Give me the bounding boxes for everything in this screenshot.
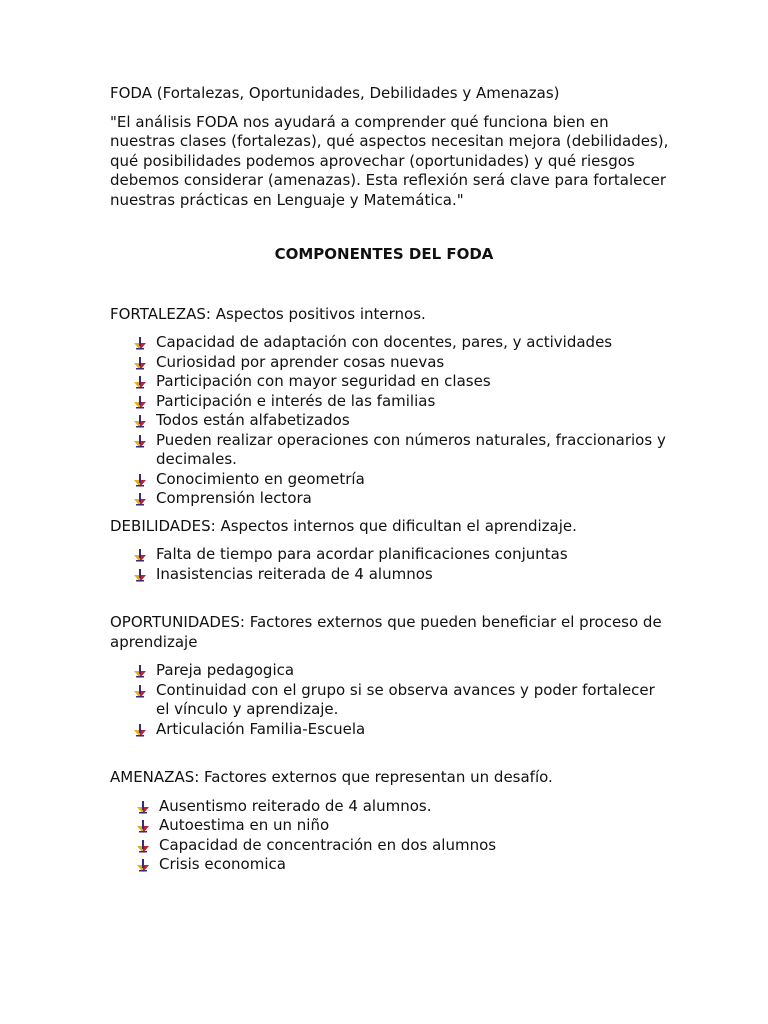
fortalezas-list [110,333,670,509]
list-item [156,720,670,740]
down-arrow-bullet-icon [133,474,147,487]
intro-quote: "El análisis FODA nos ayudará a comprender qué funciona bien en nuestras clases (fortalezas), qué aspectos necesitan mejora (debilidades), qué posibilidades podemos aprovechar (oportunidades) y qué riesgos debemos considerar (amenazas). Esta reflexión será clave para fortalecer nuestras prácticas en Lenguaje y Matemática." [110,112,669,209]
list-item-text: Inasistencias reiterada de 4 alumnos [156,564,433,583]
list-item [156,661,670,681]
debilidades-list [110,545,670,584]
oportunidades-list [110,661,670,739]
list-item [159,797,670,817]
list-item-text: Pareja pedagogica [156,661,295,679]
list-item-text: Participación e interés de las familias [156,391,436,410]
list-item [156,353,670,373]
down-arrow-bullet-icon [133,415,147,428]
down-arrow-bullet-icon [133,376,147,389]
list-item-text: Crisis economica [159,855,286,873]
list-item-text: Pueden realizar operaciones con números naturales, fraccionarios y decimales. [156,430,666,468]
list-item-text: Comprensión lectora [156,489,312,507]
list-item-text: Autoestima en un niño [159,816,330,834]
list-item-text: Curiosidad por aprender cosas nuevas [156,352,445,371]
amenazas-label: AMENAZAS: Factores externos que representan un desafío. [110,768,553,786]
down-arrow-bullet-icon [133,685,147,698]
list-item [159,855,670,875]
down-arrow-bullet-icon [133,493,147,506]
list-item [156,411,670,431]
down-arrow-bullet-icon [133,396,147,409]
down-arrow-bullet-icon [133,357,147,370]
list-item-text: Ausentismo reiterado de 4 alumnos. [159,796,432,815]
list-item-text: Participación con mayor seguridad en clases [156,372,491,390]
list-item [156,489,670,509]
document-page [110,84,670,875]
list-item [156,431,670,470]
list-item-text: Todos están alfabetizados [156,411,350,429]
list-item [156,333,670,353]
list-item [156,392,670,412]
debilidades-label: DEBILIDADES: Aspectos internos que dificultan el aprendizaje. [110,516,577,535]
down-arrow-bullet-icon [136,859,150,872]
list-item [159,836,670,856]
down-arrow-bullet-icon [133,569,147,582]
list-item [156,681,670,720]
down-arrow-bullet-icon [136,820,150,833]
down-arrow-bullet-icon [133,549,147,562]
components-title: COMPONENTES DEL FODA [274,245,494,263]
down-arrow-bullet-icon [136,801,150,814]
amenazas-list [110,797,670,875]
down-arrow-bullet-icon [133,724,147,737]
list-item-text: Conocimiento en geometría [156,469,365,488]
down-arrow-bullet-icon [133,435,147,448]
oportunidades-label: OPORTUNIDADES: Factores externos que pueden beneficiar el proceso de aprendizaje [110,613,662,651]
down-arrow-bullet-icon [136,840,150,853]
document-heading: FODA (Fortalezas, Oportunidades, Debilidades y Amenazas) [110,84,560,102]
list-item-text: Continuidad con el grupo si se observa avances y poder fortalecer el vínculo y aprendizaje. [156,680,655,718]
list-item [159,816,670,836]
down-arrow-bullet-icon [133,665,147,678]
down-arrow-bullet-icon [133,337,147,350]
list-item [156,545,670,565]
list-item [156,470,670,490]
list-item-text: Articulación Familia-Escuela [156,719,366,738]
fortalezas-label: FORTALEZAS: Aspectos positivos internos. [110,304,426,323]
list-item-text: Capacidad de concentración en dos alumnos [159,835,497,854]
list-item [156,372,670,392]
list-item-text: Capacidad de adaptación con docentes, pares, y actividades [156,333,613,351]
list-item [156,565,670,585]
list-item-text: Falta de tiempo para acordar planificaciones conjuntas [156,545,568,563]
